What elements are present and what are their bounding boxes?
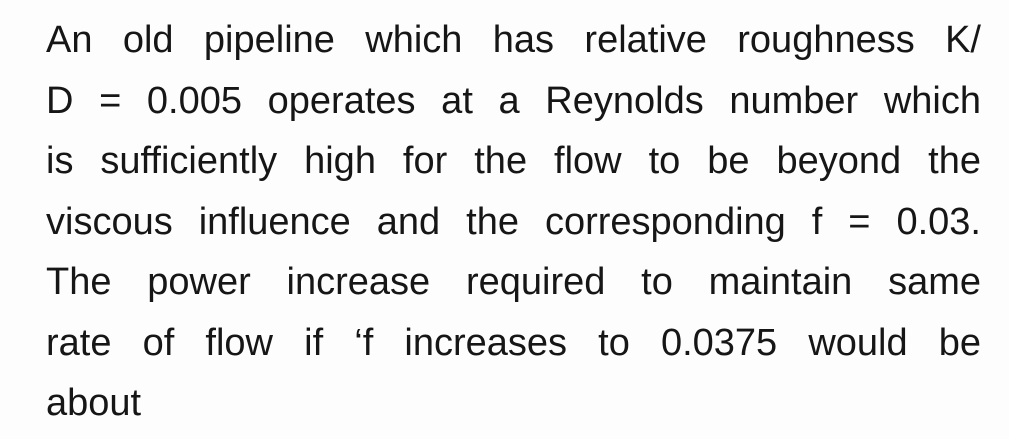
question-line-3: is sufficiently high for the flow to be beyond the: [46, 140, 981, 182]
question-line-7: about: [46, 382, 142, 424]
question-line-6: rate of flow if ‘f increases to 0.0375 would be: [46, 321, 981, 364]
question-line-5: The power increase required to maintain same: [46, 261, 981, 303]
question-line-2: D = 0.005 operates at a Reynolds number which: [46, 79, 981, 122]
question-paragraph: [46, 10, 981, 434]
question-line-4: viscous influence and the corresponding f = 0.03.: [46, 200, 981, 243]
question-line-1: An old pipeline which has relative roughness K/: [46, 19, 981, 61]
